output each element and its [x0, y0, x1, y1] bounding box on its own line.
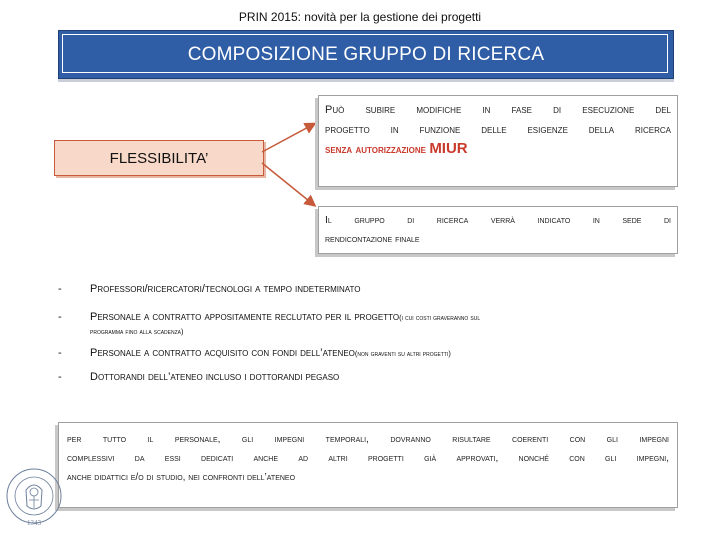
- list-dash: -: [58, 347, 62, 359]
- list-dash: -: [58, 371, 62, 383]
- list-item-text: Dottorandi dell’ateneo incluso i dottorandi pegaso: [90, 371, 340, 383]
- flessibilita-label: FLESSIBILITA’: [109, 149, 209, 167]
- note-line2: complessivi da essi dedicati anche ad altri progetti già approvati, nonché con gli impegni,: [67, 453, 669, 464]
- modifiche-line2: progetto in funzione delle esigenze della ricerca: [325, 124, 671, 136]
- rendicontazione-line2: rendicontazione finale: [325, 233, 420, 245]
- rendicontazione-box: [318, 206, 678, 254]
- svg-text:1343: 1343: [27, 519, 41, 527]
- note-box: [58, 422, 678, 508]
- list-item-text: Personale a contratto acquisito con fondi dell’ateneo: [90, 347, 355, 359]
- arrow-down: [262, 163, 314, 205]
- list-dash: -: [58, 283, 62, 295]
- list-item-note: programma fino alla scadenza): [90, 327, 184, 336]
- list-item-note: (non graventi su altri progetti): [354, 349, 451, 358]
- list-item-text: Professori/ricercatori/tecnologi a tempo indeterminato: [90, 283, 361, 295]
- note-line3: anche didattici e/o di studio, nei confronti dell’ateneo: [67, 472, 296, 483]
- slide-header: PRIN 2015: novità per la gestione dei progetti: [238, 10, 482, 24]
- banner-title: COMPOSIZIONE GRUPPO DI RICERCA: [187, 43, 545, 65]
- senza-autorizzazione: senza autorizzazione: [325, 142, 426, 156]
- university-seal-logo: [4, 462, 64, 528]
- list-item-note: (i cui costi graveranno sul: [399, 313, 481, 322]
- modifiche-box: [318, 95, 678, 187]
- modifiche-line3: [325, 140, 671, 157]
- note-line1: per tutto il personale, gli impegni temporali, dovranno risultare coerenti con gli impegni: [67, 434, 669, 445]
- arrow-up: [262, 124, 314, 152]
- list-dash: -: [58, 311, 62, 323]
- list-item-text: Personale a contratto appositamente reclutato per il progetto: [90, 311, 400, 323]
- modifiche-line1: Può subire modifiche in fase di esecuzione del: [325, 104, 671, 116]
- rendicontazione-line1: Il gruppo di ricerca verrà indicato in sede di: [325, 214, 671, 226]
- miur-label: MIUR: [429, 140, 468, 157]
